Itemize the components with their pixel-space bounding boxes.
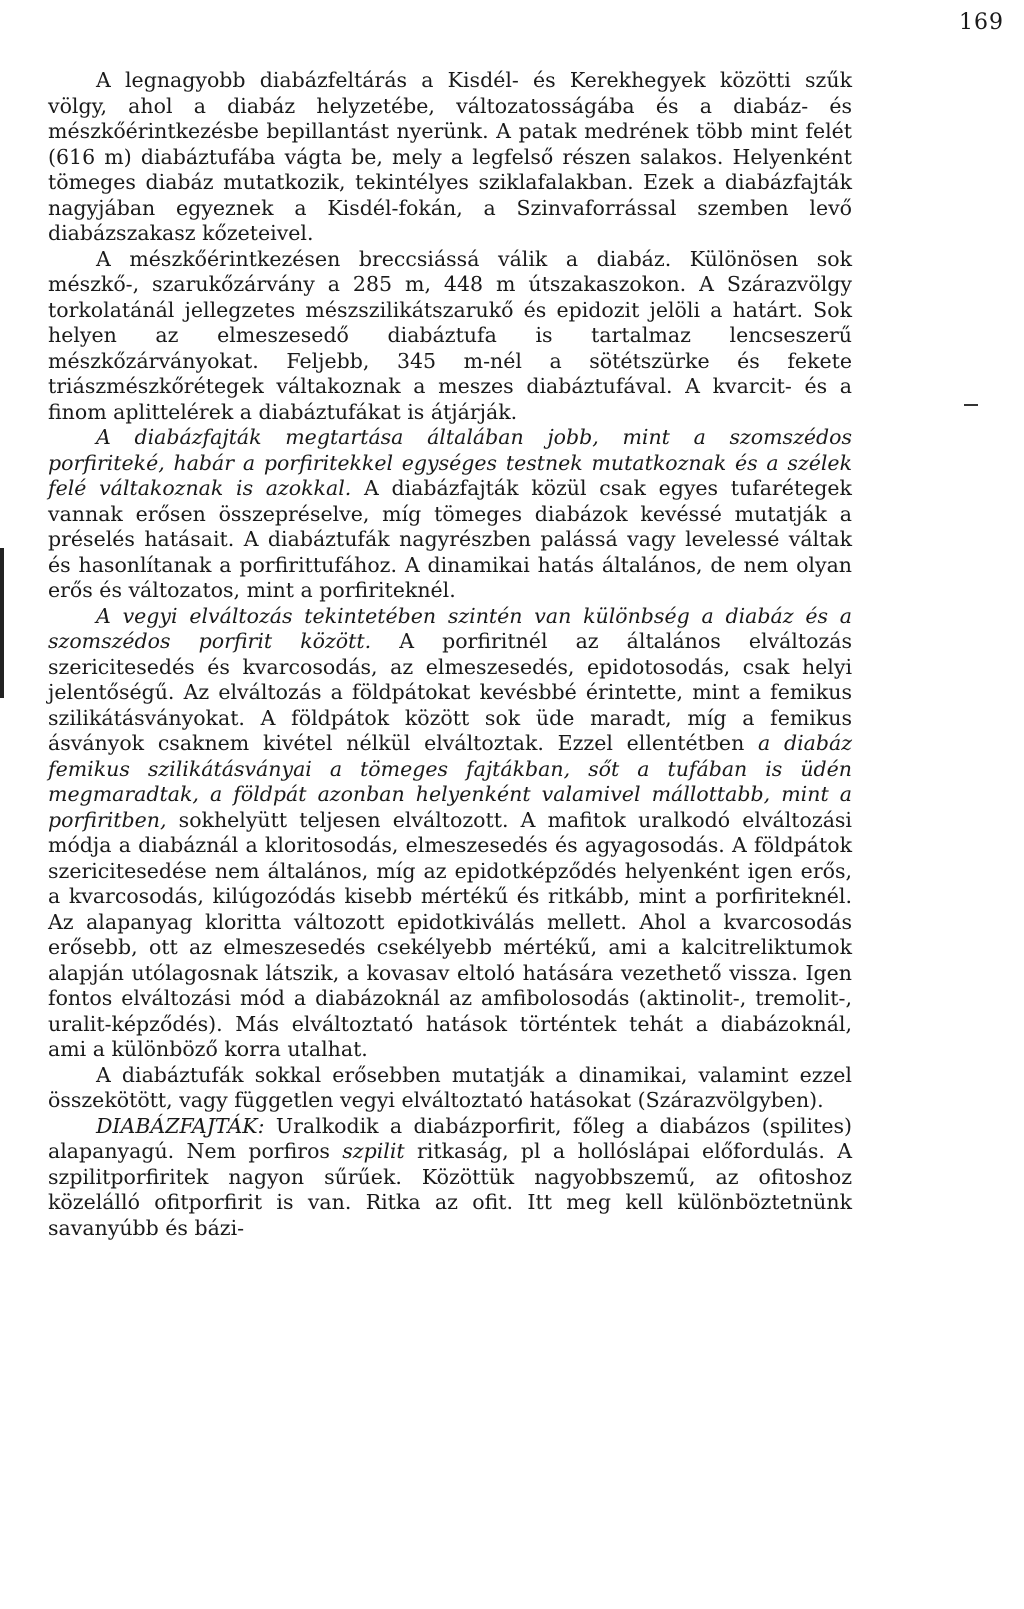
italic-text-run: a diabáz femikus szilikátásványai a tömeges fajtákban, sőt a tufában is üdén megmaradtak, a földpát azonban helyenként valamivel mállottabb, mint a porfiritben, [48, 731, 852, 832]
page-number: 169 [959, 10, 1004, 35]
text-run: A diabáztufák sokkal erősebben mutatják a dinamikai, valamint ezzel összekötött, vagy független vegyi elváltoztató hatásokat (Szárazvölgyben). [48, 1062, 852, 1112]
section-heading: DIABÁZFAJTÁK: [96, 1113, 265, 1138]
body-text [48, 68, 852, 1241]
text-run: ritkaság, pl a hollóslápai előfordulás. A szpilitporfiritek nagyon sűrűek. Közöttük nagyobbszemű, az ofitoshoz közelálló ofitporfirit is van. Ritka az ofit. Itt meg kell különböztetnünk savanyúbb és bázi- [48, 1139, 852, 1240]
text-run: A diabázfajták közül csak egyes tufarétegek vannak erősen összepréselve, míg tömeges diabázok kevéssé mutatják a préselés hatásait. A diabáztufák nagyrészben palássá vagy levelessé váltak és hasonlítanak a porfirittufához. A dinamikai hatás általános, de nem olyan erős és változatos, mint a porfiriteknél. [48, 476, 852, 602]
paragraph [48, 247, 852, 426]
margin-mark [964, 404, 978, 406]
text-run: A mészkőérintkezésen breccsiássá válik a diabáz. Különösen sok mészkő-, szarukőzárvány a 285 m, 448 m útszakaszokon. A Szárazvölgy torkolatánál jellegzetes mészszilikátszarukő és epidozit jelöli a határt. Sok helyen az elmeszesedő diabáztufa is tartalmaz lencseszerű mészkőzárványokat. Feljebb, 345 m-nél a sötétszürke és fekete triászmészkőrétegek váltakoznak a meszes diabáztufával. A kvarcit- és a finom aplittelérek a diabáztufákat is átjárják. [48, 246, 852, 424]
text-run: A legnagyobb diabázfeltárás a Kisdél- és Kerekhegyek közötti szűk völgy, ahol a diabáz helyzetébe, változatosságába és a diabáz- és mészkőérintkezésbe bepillantást nyerünk. A patak medrének több mint felét (616 m) diabáztufába vágta be, mely a legfelső részen salakos. Helyenként tömeges diabáz mutatkozik, tekintélyes sziklafalakban. Ezek a diabázfajták nagyjában egyeznek a Kisdél-fokán, a Szinvaforrással szemben levő diabázszakasz kőzeteivel. [48, 68, 852, 245]
scan-edge-mark [0, 548, 4, 698]
paragraph [48, 68, 852, 247]
paragraph [48, 425, 852, 604]
italic-text-run: szpilit [342, 1139, 405, 1163]
paragraph [48, 1063, 852, 1114]
text-run: Uralkodik a diabázporfirit, főleg a diabázos (spilites) alapanyagú. Nem porfiros [48, 1113, 852, 1163]
text-run: A porfiritnél az általános elváltozás szericitesedés és kvarcosodás, az elmeszesedés, epidotosodás, csak helyi jelentőségű. Az elváltozás a földpátokat kevésbbé érintette, mint a femikus szilikátásványokat. A földpátok között sok üde maradt, míg a femikus ásványok csaknem kivétel nélkül elváltoztak. Ezzel ellentétben [48, 629, 852, 755]
italic-text-run: A diabázfajták megtartása általában jobb, mint a szomszédos porfiriteké, habár a porfiritekkel egységes testnek mutatkoznak és a szélek felé váltakoznak is azokkal. [48, 425, 852, 500]
paragraph [48, 1114, 852, 1242]
paragraph [48, 604, 852, 1063]
italic-text-run: A vegyi elváltozás tekintetében szintén van különbség a diabáz és a szomszédos porfirit között. [48, 603, 852, 653]
text-run: sokhelyütt teljesen elváltozott. A mafitok uralkodó elváltozási módja a diabáznál a kloritosodás, elmeszesedés és agyagosodás. A földpátok szericitesedése nem általános, míg az epidotképződés helyenként igen erős, a kvarcosodás, kilúgozódás kisebb mértékű és ritkább, mint a porfiriteknél. Az alapanyag kloritta változott epidotkiválás mellett. Ahol a kvarcosodás erősebb, ott az elmeszesedés csekélyebb mértékű, ami a kalcitreliktumok alapján utólagosnak látszik, a kovasav eltoló hatására vezethető vissza. Igen fontos elváltozási mód a diabázoknál az amfibolosodás (aktinolit-, tremolit-, uralit-képződés). Más elváltoztató hatások történtek tehát a diabázoknál, ami a különböző korra utalhat. [48, 807, 852, 1061]
